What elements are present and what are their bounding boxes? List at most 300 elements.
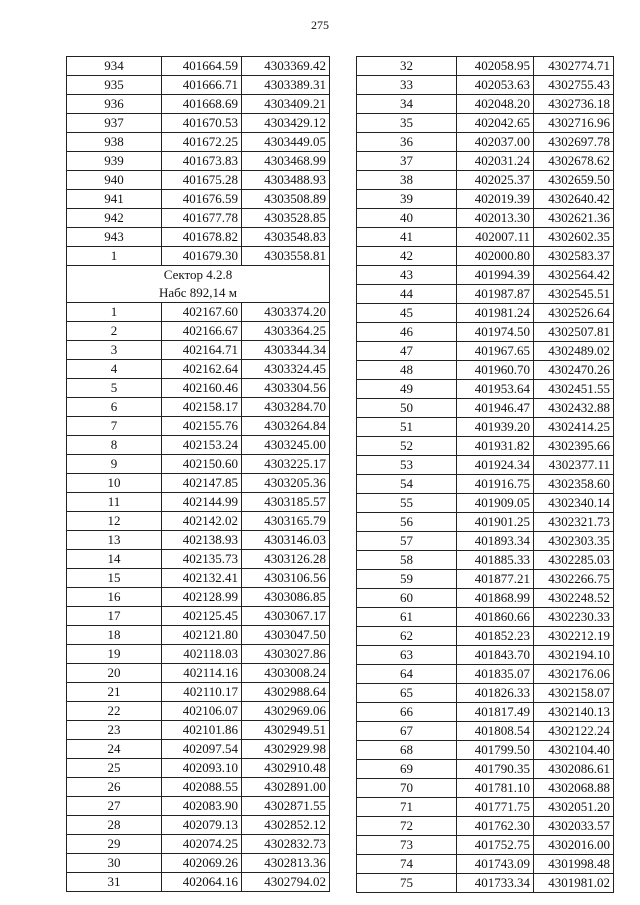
x-coordinate-cell: 401939.20 — [457, 418, 534, 437]
y-coordinate-cell: 4302988.64 — [242, 683, 330, 702]
point-number-cell: 60 — [357, 589, 457, 608]
point-number-cell: 15 — [67, 569, 162, 588]
table-row — [67, 721, 330, 740]
point-number-cell: 942 — [67, 209, 162, 228]
table-row — [67, 493, 330, 512]
table-row — [67, 436, 330, 455]
table-row — [357, 323, 614, 342]
table-row — [67, 854, 330, 873]
table-row — [357, 874, 614, 893]
point-number-cell: 943 — [67, 228, 162, 247]
x-coordinate-cell: 401843.70 — [457, 646, 534, 665]
y-coordinate-cell: 4303165.79 — [242, 512, 330, 531]
x-coordinate-cell: 401808.54 — [457, 722, 534, 741]
y-coordinate-cell: 4303429.12 — [242, 114, 330, 133]
table-row — [67, 474, 330, 493]
table-row — [357, 152, 614, 171]
table-row — [67, 664, 330, 683]
coordinates-table-right — [356, 56, 614, 893]
point-number-cell: 56 — [357, 513, 457, 532]
x-coordinate-cell: 401860.66 — [457, 608, 534, 627]
y-coordinate-cell: 4303364.25 — [242, 322, 330, 341]
table-row — [67, 228, 330, 247]
point-number-cell: 939 — [67, 152, 162, 171]
x-coordinate-cell: 401762.30 — [457, 817, 534, 836]
point-number-cell: 12 — [67, 512, 162, 531]
x-coordinate-cell: 402125.45 — [162, 607, 242, 626]
table-row — [67, 797, 330, 816]
x-coordinate-cell: 402150.60 — [162, 455, 242, 474]
point-number-cell: 5 — [67, 379, 162, 398]
point-number-cell: 70 — [357, 779, 457, 798]
table-row — [67, 190, 330, 209]
point-number-cell: 73 — [357, 836, 457, 855]
point-number-cell: 71 — [357, 798, 457, 817]
point-number-cell: 39 — [357, 190, 457, 209]
x-coordinate-cell: 402101.86 — [162, 721, 242, 740]
y-coordinate-cell: 4303126.28 — [242, 550, 330, 569]
point-number-cell: 42 — [357, 247, 457, 266]
table-row — [67, 702, 330, 721]
x-coordinate-cell: 401981.24 — [457, 304, 534, 323]
y-coordinate-cell: 4302640.42 — [534, 190, 614, 209]
y-coordinate-cell: 4303047.50 — [242, 626, 330, 645]
point-number-cell: 52 — [357, 437, 457, 456]
point-number-cell: 45 — [357, 304, 457, 323]
point-number-cell: 934 — [67, 57, 162, 76]
point-number-cell: 4 — [67, 360, 162, 379]
y-coordinate-cell: 4302358.60 — [534, 475, 614, 494]
x-coordinate-cell: 402167.60 — [162, 303, 242, 322]
y-coordinate-cell: 4303344.34 — [242, 341, 330, 360]
y-coordinate-cell: 4302176.06 — [534, 665, 614, 684]
point-number-cell: 62 — [357, 627, 457, 646]
x-coordinate-cell: 402158.17 — [162, 398, 242, 417]
y-coordinate-cell: 4302140.13 — [534, 703, 614, 722]
y-coordinate-cell: 4302248.52 — [534, 589, 614, 608]
table-row — [67, 152, 330, 171]
x-coordinate-cell: 402058.95 — [457, 57, 534, 76]
point-number-cell: 3 — [67, 341, 162, 360]
table-row — [67, 626, 330, 645]
table-row — [357, 684, 614, 703]
point-number-cell: 26 — [67, 778, 162, 797]
point-number-cell: 7 — [67, 417, 162, 436]
y-coordinate-cell: 4303508.89 — [242, 190, 330, 209]
point-number-cell: 63 — [357, 646, 457, 665]
table-row — [357, 228, 614, 247]
table-row — [357, 114, 614, 133]
y-coordinate-cell: 4303304.56 — [242, 379, 330, 398]
y-coordinate-cell: 4302602.35 — [534, 228, 614, 247]
x-coordinate-cell: 402114.16 — [162, 664, 242, 683]
y-coordinate-cell: 4303488.93 — [242, 171, 330, 190]
table-row — [357, 247, 614, 266]
table-row — [67, 512, 330, 531]
y-coordinate-cell: 4302507.81 — [534, 323, 614, 342]
y-coordinate-cell: 4302583.37 — [534, 247, 614, 266]
table-row — [357, 741, 614, 760]
point-number-cell: 61 — [357, 608, 457, 627]
point-number-cell: 74 — [357, 855, 457, 874]
x-coordinate-cell: 402074.25 — [162, 835, 242, 854]
x-coordinate-cell: 401826.33 — [457, 684, 534, 703]
point-number-cell: 67 — [357, 722, 457, 741]
table-row — [67, 114, 330, 133]
x-coordinate-cell: 401752.75 — [457, 836, 534, 855]
table-row — [67, 531, 330, 550]
table-row — [357, 836, 614, 855]
x-coordinate-cell: 402048.20 — [457, 95, 534, 114]
y-coordinate-cell: 4302194.10 — [534, 646, 614, 665]
point-number-cell: 937 — [67, 114, 162, 133]
point-number-cell: 49 — [357, 380, 457, 399]
table-row — [67, 171, 330, 190]
y-coordinate-cell: 4303264.84 — [242, 417, 330, 436]
point-number-cell: 59 — [357, 570, 457, 589]
point-number-cell: 37 — [357, 152, 457, 171]
y-coordinate-cell: 4303389.31 — [242, 76, 330, 95]
x-coordinate-cell: 401668.69 — [162, 95, 242, 114]
y-coordinate-cell: 4302016.00 — [534, 836, 614, 855]
x-coordinate-cell: 401679.30 — [162, 247, 242, 266]
table-row — [357, 399, 614, 418]
table-row — [357, 703, 614, 722]
x-coordinate-cell: 401901.25 — [457, 513, 534, 532]
y-coordinate-cell: 4303205.36 — [242, 474, 330, 493]
y-coordinate-cell: 4302736.18 — [534, 95, 614, 114]
x-coordinate-cell: 402053.63 — [457, 76, 534, 95]
y-coordinate-cell: 4302659.50 — [534, 171, 614, 190]
point-number-cell: 14 — [67, 550, 162, 569]
x-coordinate-cell: 402064.16 — [162, 873, 242, 892]
table-row — [67, 247, 330, 266]
table-row — [357, 266, 614, 285]
point-number-cell: 48 — [357, 361, 457, 380]
point-number-cell: 20 — [67, 664, 162, 683]
x-coordinate-cell: 402142.02 — [162, 512, 242, 531]
x-coordinate-cell: 401781.10 — [457, 779, 534, 798]
table-row — [357, 304, 614, 323]
x-coordinate-cell: 402164.71 — [162, 341, 242, 360]
y-coordinate-cell: 4302526.64 — [534, 304, 614, 323]
x-coordinate-cell: 401771.75 — [457, 798, 534, 817]
point-number-cell: 75 — [357, 874, 457, 893]
x-coordinate-cell: 402144.99 — [162, 493, 242, 512]
y-coordinate-cell: 4302871.55 — [242, 797, 330, 816]
table-row — [67, 455, 330, 474]
y-coordinate-cell: 4302545.51 — [534, 285, 614, 304]
point-number-cell: 9 — [67, 455, 162, 474]
sector-height: Набс 892,14 м — [67, 284, 330, 303]
point-number-cell: 18 — [67, 626, 162, 645]
x-coordinate-cell: 401799.50 — [457, 741, 534, 760]
x-coordinate-cell: 401817.49 — [457, 703, 534, 722]
x-coordinate-cell: 402135.73 — [162, 550, 242, 569]
point-number-cell: 33 — [357, 76, 457, 95]
table-row — [67, 57, 330, 76]
point-number-cell: 25 — [67, 759, 162, 778]
y-coordinate-cell: 4302774.71 — [534, 57, 614, 76]
point-number-cell: 27 — [67, 797, 162, 816]
table-row — [67, 550, 330, 569]
x-coordinate-cell: 401670.53 — [162, 114, 242, 133]
y-coordinate-cell: 4302122.24 — [534, 722, 614, 741]
y-coordinate-cell: 4302414.25 — [534, 418, 614, 437]
x-coordinate-cell: 401885.33 — [457, 551, 534, 570]
point-number-cell: 69 — [357, 760, 457, 779]
point-number-cell: 32 — [357, 57, 457, 76]
table-row — [67, 417, 330, 436]
x-coordinate-cell: 401677.78 — [162, 209, 242, 228]
x-coordinate-cell: 402007.11 — [457, 228, 534, 247]
y-coordinate-cell: 4302285.03 — [534, 551, 614, 570]
y-coordinate-cell: 4302891.00 — [242, 778, 330, 797]
x-coordinate-cell: 402153.24 — [162, 436, 242, 455]
y-coordinate-cell: 4302470.26 — [534, 361, 614, 380]
y-coordinate-cell: 4303146.03 — [242, 531, 330, 550]
table-row — [67, 322, 330, 341]
y-coordinate-cell: 4302230.33 — [534, 608, 614, 627]
point-number-cell: 66 — [357, 703, 457, 722]
x-coordinate-cell: 402031.24 — [457, 152, 534, 171]
point-number-cell: 1 — [67, 247, 162, 266]
point-number-cell: 941 — [67, 190, 162, 209]
x-coordinate-cell: 402013.30 — [457, 209, 534, 228]
point-number-cell: 13 — [67, 531, 162, 550]
x-coordinate-cell: 401666.71 — [162, 76, 242, 95]
y-coordinate-cell: 4303409.21 — [242, 95, 330, 114]
x-coordinate-cell: 401743.09 — [457, 855, 534, 874]
table-row — [67, 398, 330, 417]
point-number-cell: 935 — [67, 76, 162, 95]
point-number-cell: 64 — [357, 665, 457, 684]
y-coordinate-cell: 4303548.83 — [242, 228, 330, 247]
table-row — [357, 798, 614, 817]
y-coordinate-cell: 4302852.12 — [242, 816, 330, 835]
x-coordinate-cell: 401672.25 — [162, 133, 242, 152]
point-number-cell: 68 — [357, 741, 457, 760]
table-row — [357, 285, 614, 304]
table-row — [357, 380, 614, 399]
y-coordinate-cell: 4302340.14 — [534, 494, 614, 513]
x-coordinate-cell: 402128.99 — [162, 588, 242, 607]
point-number-cell: 55 — [357, 494, 457, 513]
point-number-cell: 23 — [67, 721, 162, 740]
table-row — [357, 817, 614, 836]
y-coordinate-cell: 4303106.56 — [242, 569, 330, 588]
y-coordinate-cell: 4303558.81 — [242, 247, 330, 266]
point-number-cell: 8 — [67, 436, 162, 455]
table-body-left — [67, 57, 330, 892]
table-row — [357, 418, 614, 437]
point-number-cell: 58 — [357, 551, 457, 570]
point-number-cell: 24 — [67, 740, 162, 759]
x-coordinate-cell: 401946.47 — [457, 399, 534, 418]
point-number-cell: 54 — [357, 475, 457, 494]
y-coordinate-cell: 4303027.86 — [242, 645, 330, 664]
table-row — [357, 475, 614, 494]
x-coordinate-cell: 402042.65 — [457, 114, 534, 133]
x-coordinate-cell: 402079.13 — [162, 816, 242, 835]
table-row — [357, 361, 614, 380]
y-coordinate-cell: 4303245.00 — [242, 436, 330, 455]
y-coordinate-cell: 4302794.02 — [242, 873, 330, 892]
table-row — [357, 171, 614, 190]
y-coordinate-cell: 4301981.02 — [534, 874, 614, 893]
y-coordinate-cell: 4302033.57 — [534, 817, 614, 836]
x-coordinate-cell: 402097.54 — [162, 740, 242, 759]
x-coordinate-cell: 402083.90 — [162, 797, 242, 816]
x-coordinate-cell: 402118.03 — [162, 645, 242, 664]
x-coordinate-cell: 402138.93 — [162, 531, 242, 550]
table-row — [67, 76, 330, 95]
y-coordinate-cell: 4303185.57 — [242, 493, 330, 512]
table-row — [67, 341, 330, 360]
point-number-cell: 44 — [357, 285, 457, 304]
y-coordinate-cell: 4302929.98 — [242, 740, 330, 759]
x-coordinate-cell: 401877.21 — [457, 570, 534, 589]
y-coordinate-cell: 4302813.36 — [242, 854, 330, 873]
x-coordinate-cell: 401960.70 — [457, 361, 534, 380]
x-coordinate-cell: 401931.82 — [457, 437, 534, 456]
point-number-cell: 50 — [357, 399, 457, 418]
table-row — [67, 645, 330, 664]
y-coordinate-cell: 4303449.05 — [242, 133, 330, 152]
y-coordinate-cell: 4302395.66 — [534, 437, 614, 456]
y-coordinate-cell: 4302678.62 — [534, 152, 614, 171]
y-coordinate-cell: 4302086.61 — [534, 760, 614, 779]
point-number-cell: 16 — [67, 588, 162, 607]
y-coordinate-cell: 4303086.85 — [242, 588, 330, 607]
table-row — [67, 873, 330, 892]
table-row — [67, 588, 330, 607]
x-coordinate-cell: 401835.07 — [457, 665, 534, 684]
table-row — [357, 57, 614, 76]
x-coordinate-cell: 402121.80 — [162, 626, 242, 645]
table-row — [357, 608, 614, 627]
x-coordinate-cell: 402069.26 — [162, 854, 242, 873]
y-coordinate-cell: 4302377.11 — [534, 456, 614, 475]
y-coordinate-cell: 4302949.51 — [242, 721, 330, 740]
x-coordinate-cell: 401678.82 — [162, 228, 242, 247]
y-coordinate-cell: 4303369.42 — [242, 57, 330, 76]
table-row — [357, 342, 614, 361]
table-row — [357, 627, 614, 646]
table-row — [357, 646, 614, 665]
y-coordinate-cell: 4302716.96 — [534, 114, 614, 133]
y-coordinate-cell: 4302068.88 — [534, 779, 614, 798]
point-number-cell: 51 — [357, 418, 457, 437]
table-body-right — [357, 57, 614, 893]
table-row — [357, 589, 614, 608]
table-row — [357, 570, 614, 589]
x-coordinate-cell: 401974.50 — [457, 323, 534, 342]
x-coordinate-cell: 401673.83 — [162, 152, 242, 171]
y-coordinate-cell: 4302697.78 — [534, 133, 614, 152]
table-row — [67, 683, 330, 702]
x-coordinate-cell: 401994.39 — [457, 266, 534, 285]
coordinates-table-left — [66, 56, 330, 892]
y-coordinate-cell: 4302564.42 — [534, 266, 614, 285]
table-row — [357, 190, 614, 209]
table-row — [357, 779, 614, 798]
y-coordinate-cell: 4303008.24 — [242, 664, 330, 683]
point-number-cell: 29 — [67, 835, 162, 854]
point-number-cell: 17 — [67, 607, 162, 626]
table-row — [357, 855, 614, 874]
x-coordinate-cell: 401909.05 — [457, 494, 534, 513]
point-number-cell: 57 — [357, 532, 457, 551]
sector-title-row — [67, 266, 330, 285]
point-number-cell: 936 — [67, 95, 162, 114]
table-row — [357, 760, 614, 779]
point-number-cell: 11 — [67, 493, 162, 512]
y-coordinate-cell: 4303374.20 — [242, 303, 330, 322]
x-coordinate-cell: 402025.37 — [457, 171, 534, 190]
y-coordinate-cell: 4302451.55 — [534, 380, 614, 399]
y-coordinate-cell: 4301998.48 — [534, 855, 614, 874]
x-coordinate-cell: 402088.55 — [162, 778, 242, 797]
y-coordinate-cell: 4302266.75 — [534, 570, 614, 589]
y-coordinate-cell: 4303468.99 — [242, 152, 330, 171]
x-coordinate-cell: 402160.46 — [162, 379, 242, 398]
x-coordinate-cell: 401953.64 — [457, 380, 534, 399]
table-row — [67, 569, 330, 588]
page-number: 275 — [311, 18, 329, 32]
x-coordinate-cell: 402132.41 — [162, 569, 242, 588]
x-coordinate-cell: 402037.00 — [457, 133, 534, 152]
y-coordinate-cell: 4302051.20 — [534, 798, 614, 817]
y-coordinate-cell: 4302832.73 — [242, 835, 330, 854]
table-row — [67, 778, 330, 797]
y-coordinate-cell: 4303225.17 — [242, 455, 330, 474]
point-number-cell: 38 — [357, 171, 457, 190]
x-coordinate-cell: 401790.35 — [457, 760, 534, 779]
point-number-cell: 36 — [357, 133, 457, 152]
point-number-cell: 46 — [357, 323, 457, 342]
point-number-cell: 21 — [67, 683, 162, 702]
point-number-cell: 40 — [357, 209, 457, 228]
point-number-cell: 10 — [67, 474, 162, 493]
table-row — [357, 494, 614, 513]
point-number-cell: 41 — [357, 228, 457, 247]
point-number-cell: 31 — [67, 873, 162, 892]
table-row — [357, 665, 614, 684]
x-coordinate-cell: 401676.59 — [162, 190, 242, 209]
table-row — [357, 513, 614, 532]
point-number-cell: 938 — [67, 133, 162, 152]
y-coordinate-cell: 4302158.07 — [534, 684, 614, 703]
point-number-cell: 35 — [357, 114, 457, 133]
x-coordinate-cell: 402155.76 — [162, 417, 242, 436]
y-coordinate-cell: 4302432.88 — [534, 399, 614, 418]
table-row — [357, 551, 614, 570]
x-coordinate-cell: 401664.59 — [162, 57, 242, 76]
point-number-cell: 22 — [67, 702, 162, 721]
point-number-cell: 47 — [357, 342, 457, 361]
x-coordinate-cell: 402147.85 — [162, 474, 242, 493]
point-number-cell: 2 — [67, 322, 162, 341]
point-number-cell: 30 — [67, 854, 162, 873]
point-number-cell: 34 — [357, 95, 457, 114]
y-coordinate-cell: 4302104.40 — [534, 741, 614, 760]
point-number-cell: 6 — [67, 398, 162, 417]
table-row — [357, 722, 614, 741]
x-coordinate-cell: 402110.17 — [162, 683, 242, 702]
x-coordinate-cell: 401852.23 — [457, 627, 534, 646]
x-coordinate-cell: 401893.34 — [457, 532, 534, 551]
